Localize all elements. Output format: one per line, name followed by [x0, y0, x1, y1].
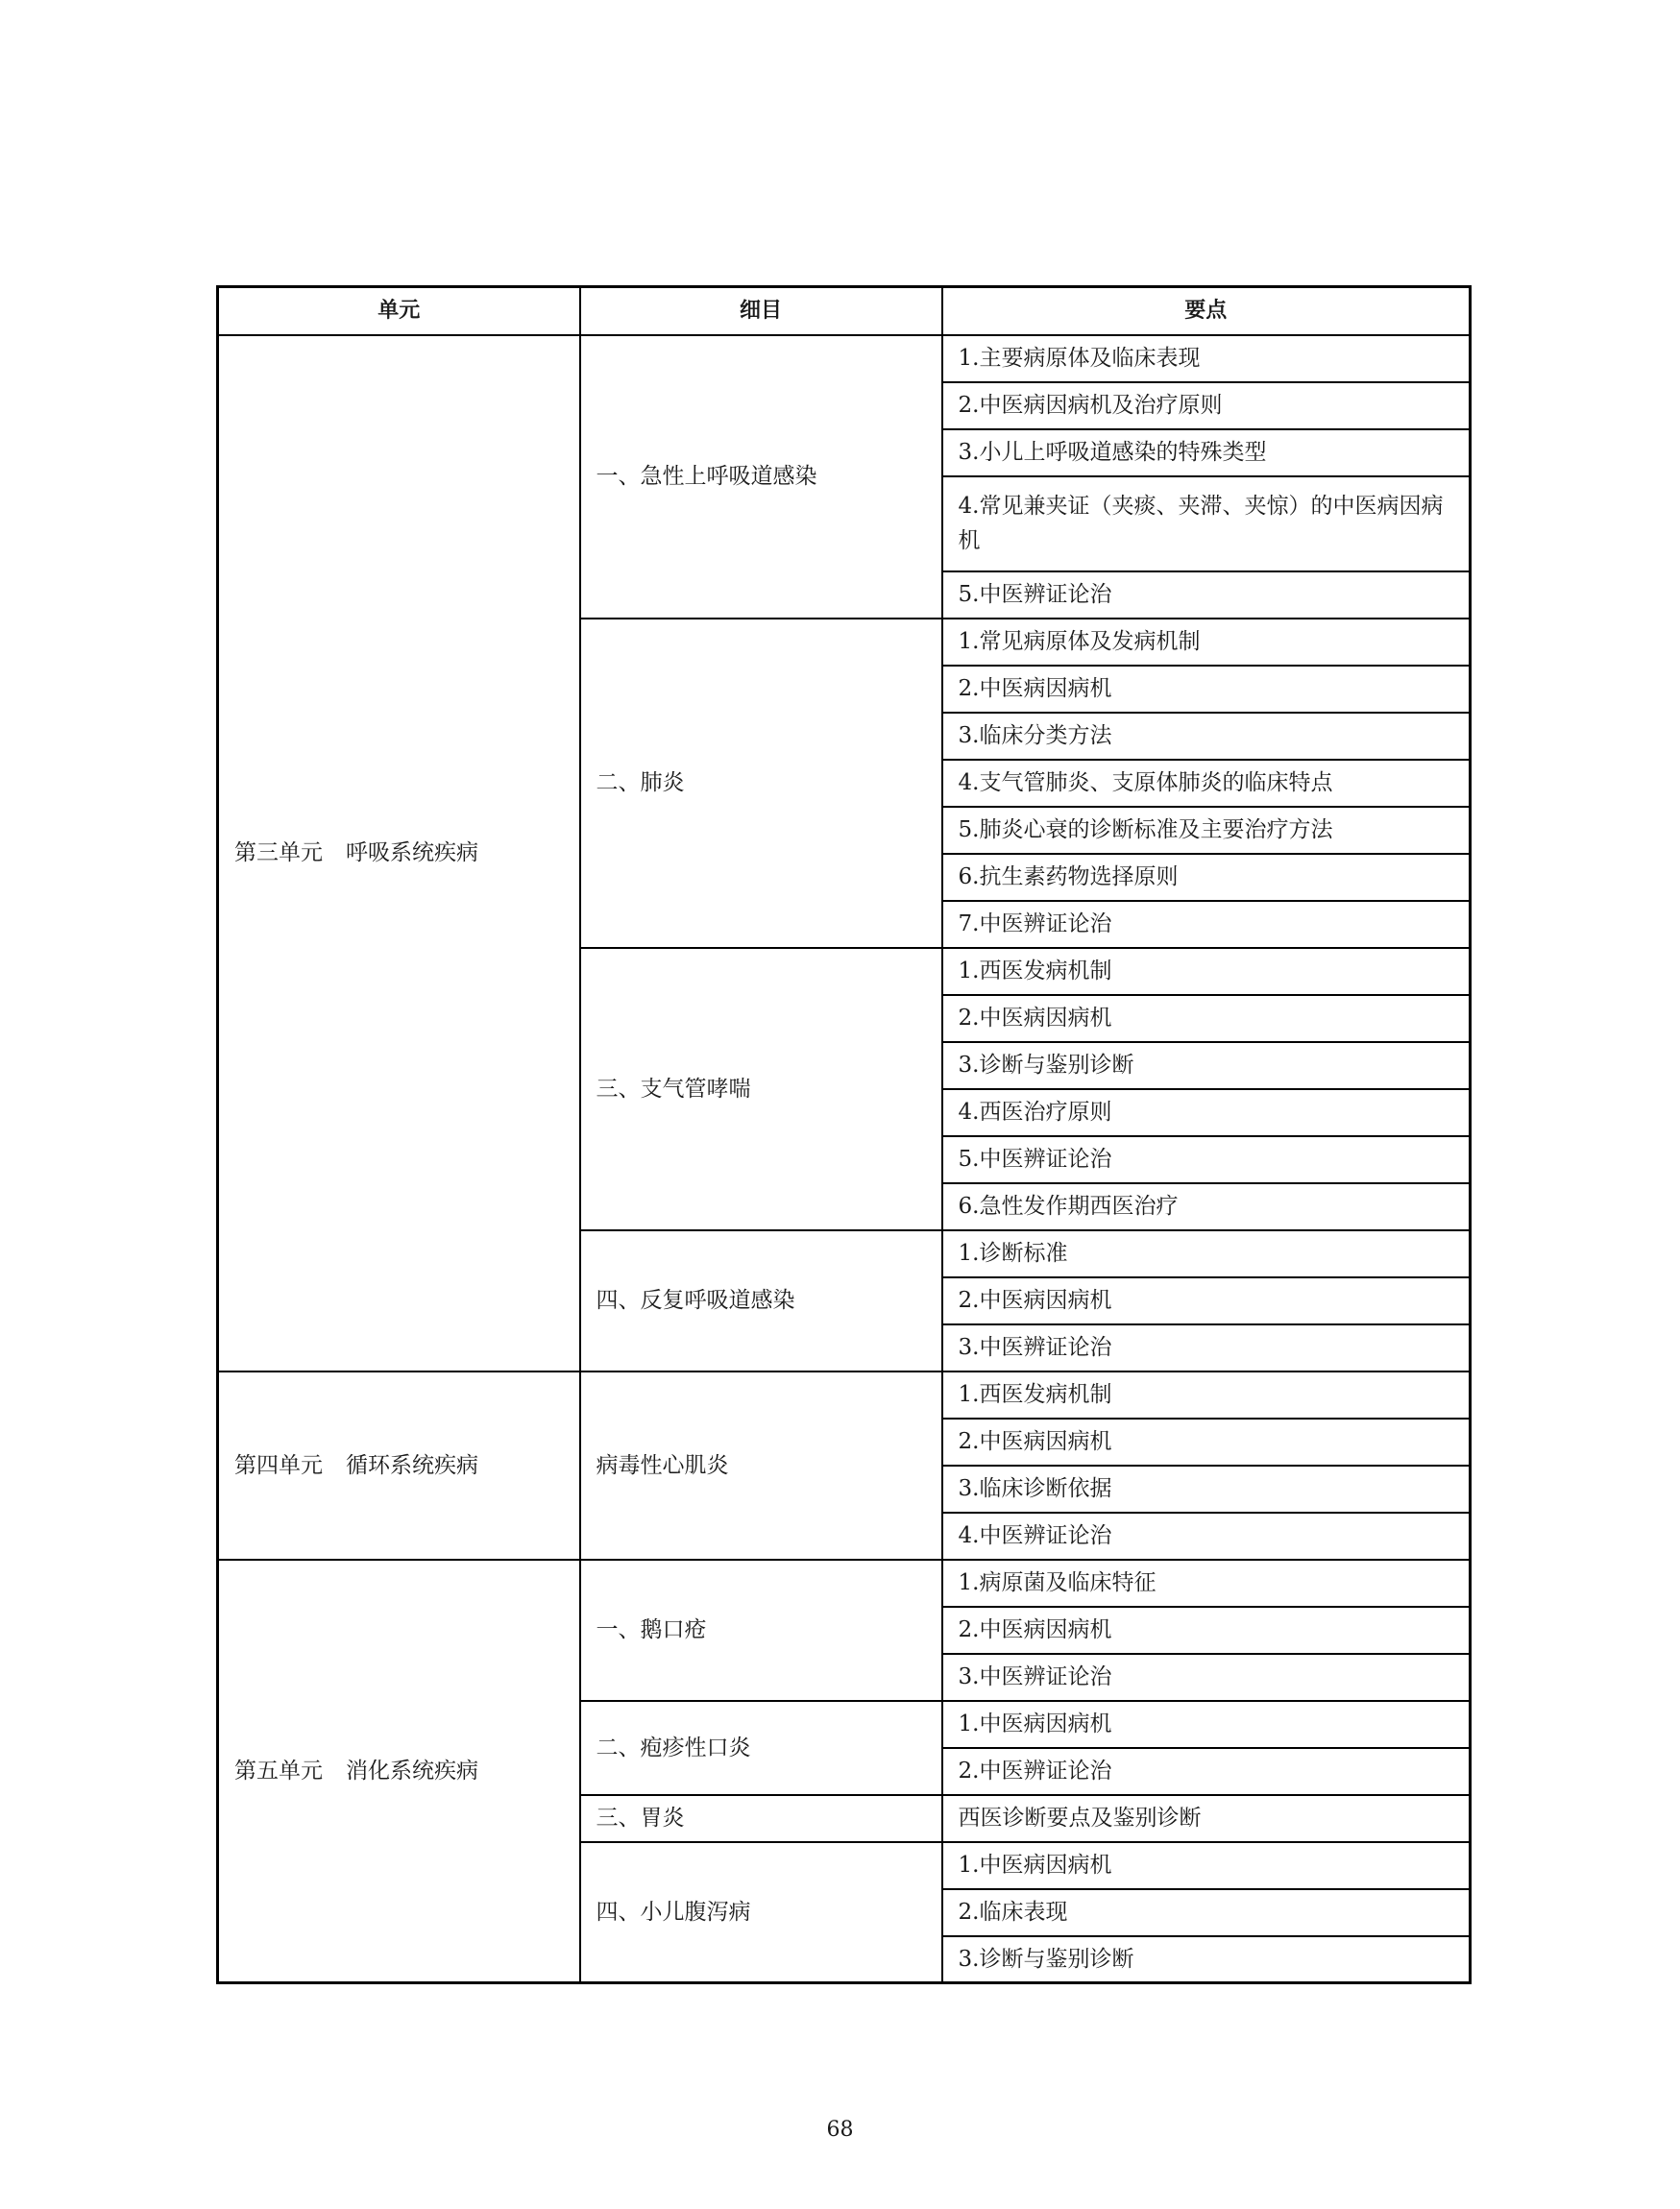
point-cell: 1.主要病原体及临床表现	[942, 335, 1471, 382]
item-cell: 二、肺炎	[580, 619, 942, 948]
unit-name: 呼吸系统疾病	[346, 840, 478, 865]
point-cell: 3.诊断与鉴别诊断	[942, 1042, 1471, 1089]
point-cell: 2.中医病因病机及治疗原则	[942, 382, 1471, 429]
unit-cell	[218, 1560, 580, 1983]
unit-cell	[218, 1372, 580, 1560]
point-cell: 5.中医辨证论治	[942, 1136, 1471, 1183]
point-cell: 1.西医发病机制	[942, 1372, 1471, 1419]
point-cell: 4.中医辨证论治	[942, 1513, 1471, 1560]
point-cell: 1.中医病因病机	[942, 1701, 1471, 1748]
item-cell: 一、鹅口疮	[580, 1560, 942, 1701]
item-cell: 四、小儿腹泻病	[580, 1842, 942, 1983]
point-cell: 6.急性发作期西医治疗	[942, 1183, 1471, 1230]
point-cell: 1.西医发病机制	[942, 948, 1471, 995]
unit-label: 第四单元	[234, 1452, 323, 1478]
point-cell: 5.肺炎心衰的诊断标准及主要治疗方法	[942, 807, 1471, 854]
point-cell: 2.中医病因病机	[942, 666, 1471, 713]
unit-name: 消化系统疾病	[346, 1758, 478, 1784]
table-header-row	[218, 287, 1471, 335]
item-cell: 四、反复呼吸道感染	[580, 1230, 942, 1372]
table-row	[218, 1372, 1471, 1419]
point-cell: 2.临床表现	[942, 1889, 1471, 1936]
point-cell: 7.中医辨证论治	[942, 901, 1471, 948]
header-points: 要点	[942, 287, 1471, 335]
item-cell: 三、胃炎	[580, 1795, 942, 1842]
point-cell: 3.临床诊断依据	[942, 1466, 1471, 1513]
table-body	[218, 335, 1471, 1983]
point-cell: 2.中医辨证论治	[942, 1748, 1471, 1795]
point-cell: 6.抗生素药物选择原则	[942, 854, 1471, 901]
header-unit: 单元	[218, 287, 580, 335]
unit-label: 第五单元	[234, 1758, 323, 1784]
point-cell: 1.病原菌及临床特征	[942, 1560, 1471, 1607]
point-cell: 2.中医病因病机	[942, 1607, 1471, 1654]
point-cell: 2.中医病因病机	[942, 995, 1471, 1042]
point-cell: 3.临床分类方法	[942, 713, 1471, 760]
header-item: 细目	[580, 287, 942, 335]
point-cell: 1.诊断标准	[942, 1230, 1471, 1277]
item-cell: 二、疱疹性口炎	[580, 1701, 942, 1795]
point-cell: 3.中医辨证论治	[942, 1654, 1471, 1701]
point-cell: 4.常见兼夹证（夹痰、夹滞、夹惊）的中医病因病机	[942, 476, 1471, 571]
page-number: 68	[826, 2118, 854, 2142]
point-cell: 4.支气管肺炎、支原体肺炎的临床特点	[942, 760, 1471, 807]
table-row	[218, 335, 1471, 382]
table-row	[218, 1560, 1471, 1607]
unit-cell	[218, 335, 580, 1372]
point-cell: 1.中医病因病机	[942, 1842, 1471, 1889]
point-cell: 西医诊断要点及鉴别诊断	[942, 1795, 1471, 1842]
point-cell: 4.西医治疗原则	[942, 1089, 1471, 1136]
point-cell: 3.小儿上呼吸道感染的特殊类型	[942, 429, 1471, 476]
unit-name: 循环系统疾病	[346, 1452, 478, 1478]
point-cell: 2.中医病因病机	[942, 1277, 1471, 1324]
item-cell: 一、急性上呼吸道感染	[580, 335, 942, 619]
unit-label: 第三单元	[234, 840, 323, 865]
syllabus-table	[216, 285, 1472, 1984]
point-cell: 2.中医病因病机	[942, 1419, 1471, 1466]
point-cell: 3.中医辨证论治	[942, 1324, 1471, 1372]
point-cell: 3.诊断与鉴别诊断	[942, 1936, 1471, 1983]
item-cell: 三、支气管哮喘	[580, 948, 942, 1230]
point-cell: 5.中医辨证论治	[942, 571, 1471, 619]
item-cell: 病毒性心肌炎	[580, 1372, 942, 1560]
point-cell: 1.常见病原体及发病机制	[942, 619, 1471, 666]
